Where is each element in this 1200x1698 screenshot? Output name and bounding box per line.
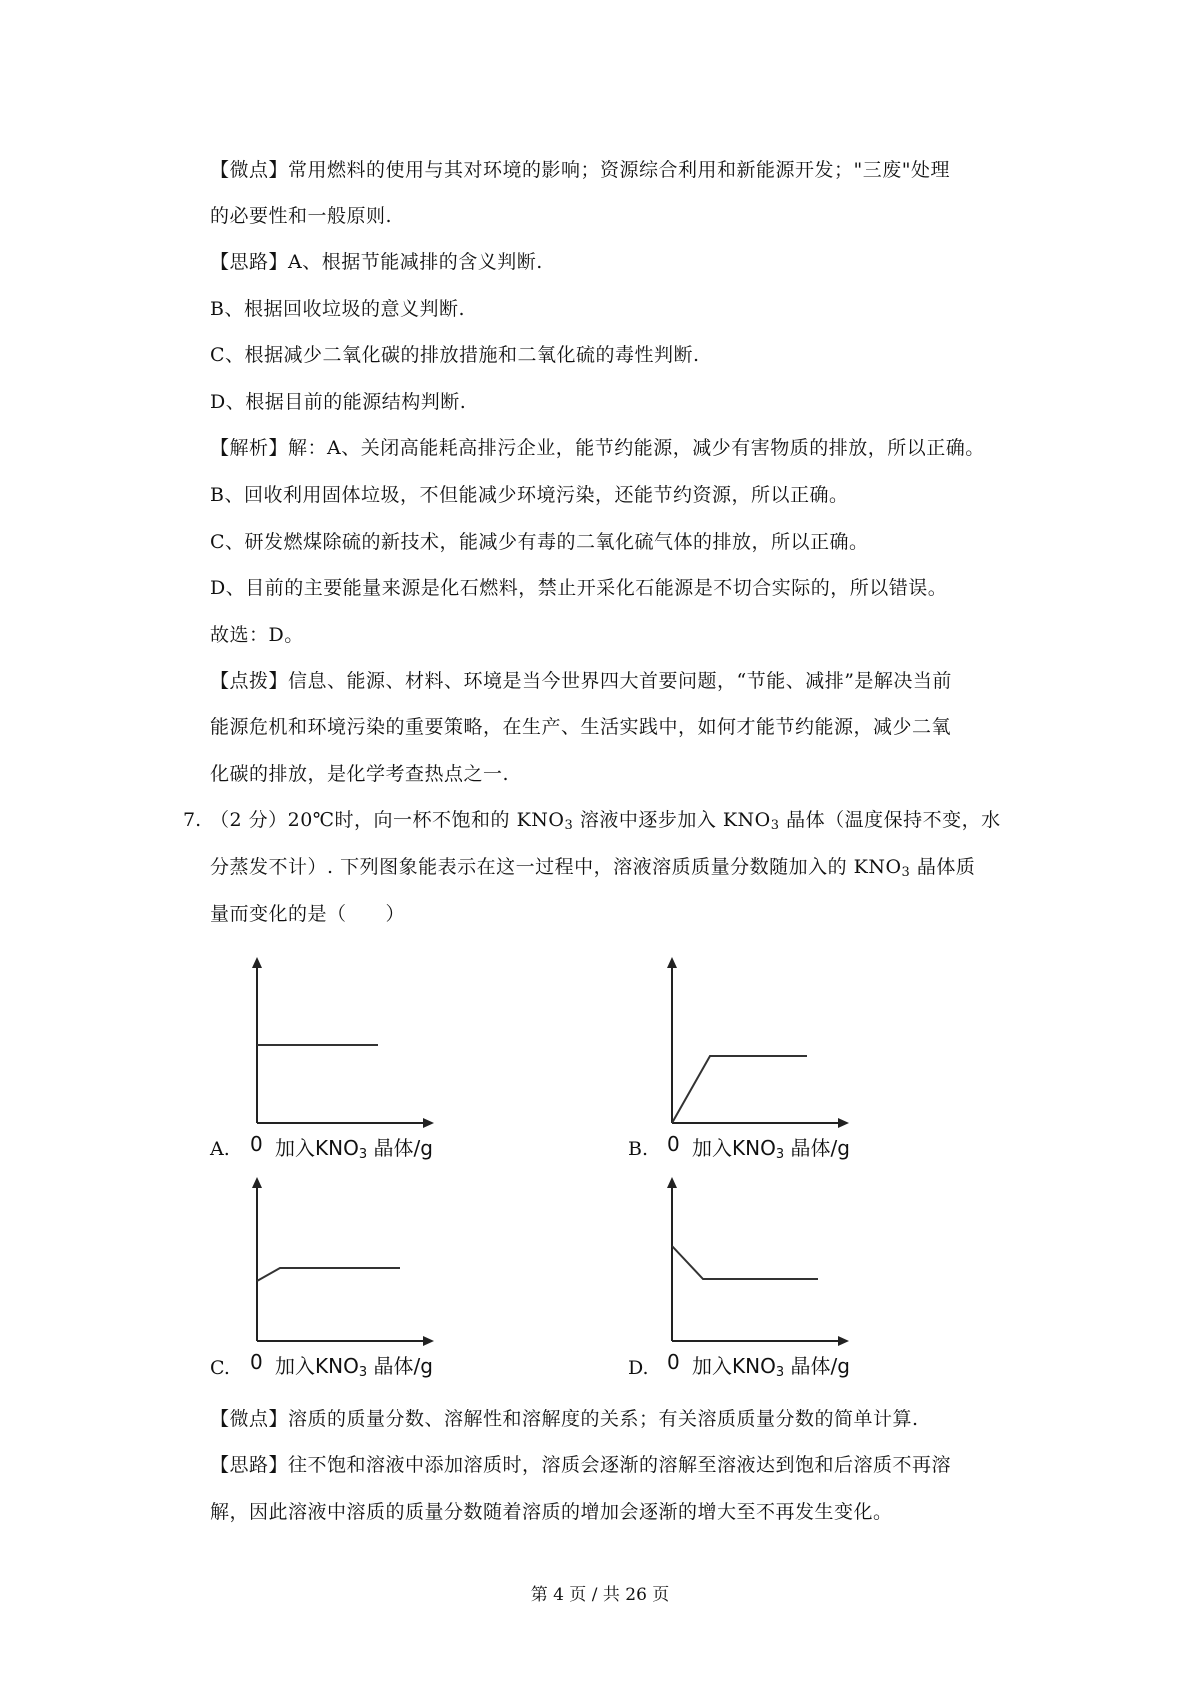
option-d-xlabel: 加入$KNO_3$ 晶体/g bbox=[692, 1354, 850, 1380]
analysis6-jiexi-c: C、研发燃煤除硫的新技术，能减少有毒的二氧化硫气体的排放，所以正确。 bbox=[210, 531, 869, 553]
option-a-graph bbox=[240, 955, 440, 1130]
page-footer: 第 4 页 / 共 26 页 bbox=[530, 1585, 670, 1605]
analysis6-silu-c: C、根据减少二氧化碳的排放措施和二氧化硫的毒性判断. bbox=[210, 344, 700, 366]
analysis6-silu-d: D、根据目前的能源结构判断. bbox=[210, 391, 467, 413]
analysis6-dianbo-1: 【点拨】信息、能源、材料、环境是当今世界四大首要问题，“节能、减排”是解决当前 bbox=[210, 670, 952, 692]
question7-line1: （2 分）20℃时，向一杯不饱和的 $KNO_3$ 溶液中逐步加入 $KNO_3$ 晶体（温度保持不变，水 bbox=[210, 809, 1001, 833]
option-b-origin: 0 bbox=[667, 1132, 680, 1156]
analysis7-silu-1: 【思路】往不饱和溶液中添加溶质时，溶质会逐渐的溶解至溶液达到饱和后溶质不再溶 bbox=[210, 1454, 952, 1476]
option-b-label: B. bbox=[628, 1138, 649, 1160]
option-d-graph bbox=[655, 1175, 855, 1350]
analysis6-answer: 故选：D。 bbox=[210, 624, 304, 646]
option-c-origin: 0 bbox=[250, 1350, 263, 1374]
option-a-label: A. bbox=[210, 1138, 230, 1160]
analysis6-dianbo-3: 化碳的排放，是化学考查热点之一. bbox=[210, 763, 510, 785]
option-c-graph bbox=[240, 1175, 440, 1350]
analysis6-dianbo-2: 能源危机和环境污染的重要策略，在生产、生活实践中，如何才能节约能源，减少二氧 bbox=[210, 716, 952, 738]
option-c-xlabel: 加入$KNO_3$ 晶体/g bbox=[275, 1354, 433, 1380]
question7-line2: 分蒸发不计）. 下列图象能表示在这一过程中，溶液溶质质量分数随加入的 $KNO_3$ 晶体质 bbox=[210, 856, 976, 880]
option-d-origin: 0 bbox=[667, 1350, 680, 1374]
option-a-origin: 0 bbox=[250, 1132, 263, 1156]
analysis6-weidian: 【微点】常用燃料的使用与其对环境的影响；资源综合利用和新能源开发；"三废"处理 bbox=[210, 159, 950, 181]
question-number: 7. bbox=[183, 809, 202, 831]
option-d-label: D. bbox=[628, 1357, 649, 1379]
question7-line3: 量而变化的是（ ） bbox=[210, 903, 406, 925]
analysis6-jiexi-b: B、回收利用固体垃圾，不但能减少环境污染，还能节约资源，所以正确。 bbox=[210, 484, 849, 506]
analysis6-silu-b: B、根据回收垃圾的意义判断. bbox=[210, 298, 466, 320]
analysis7-silu-2: 解，因此溶液中溶质的质量分数随着溶质的增加会逐渐的增大至不再发生变化。 bbox=[210, 1501, 893, 1523]
analysis6-weidian-cont: 的必要性和一般原则. bbox=[210, 205, 393, 227]
option-b-xlabel: 加入$KNO_3$ 晶体/g bbox=[692, 1136, 850, 1162]
analysis7-weidian: 【微点】溶质的质量分数、溶解性和溶解度的关系；有关溶质质量分数的简单计算. bbox=[210, 1408, 919, 1430]
option-a-xlabel: 加入$KNO_3$ 晶体/g bbox=[275, 1136, 433, 1162]
option-b-graph bbox=[655, 955, 855, 1130]
analysis6-jiexi: 【解析】解：A、关闭高能耗高排污企业，能节约能源，减少有害物质的排放，所以正确。 bbox=[210, 437, 985, 459]
option-c-label: C. bbox=[210, 1357, 230, 1379]
analysis6-silu: 【思路】A、根据节能减排的含义判断. bbox=[210, 251, 543, 273]
analysis6-jiexi-d: D、目前的主要能量来源是化石燃料，禁止开采化石能源是不切合实际的，所以错误。 bbox=[210, 577, 948, 599]
